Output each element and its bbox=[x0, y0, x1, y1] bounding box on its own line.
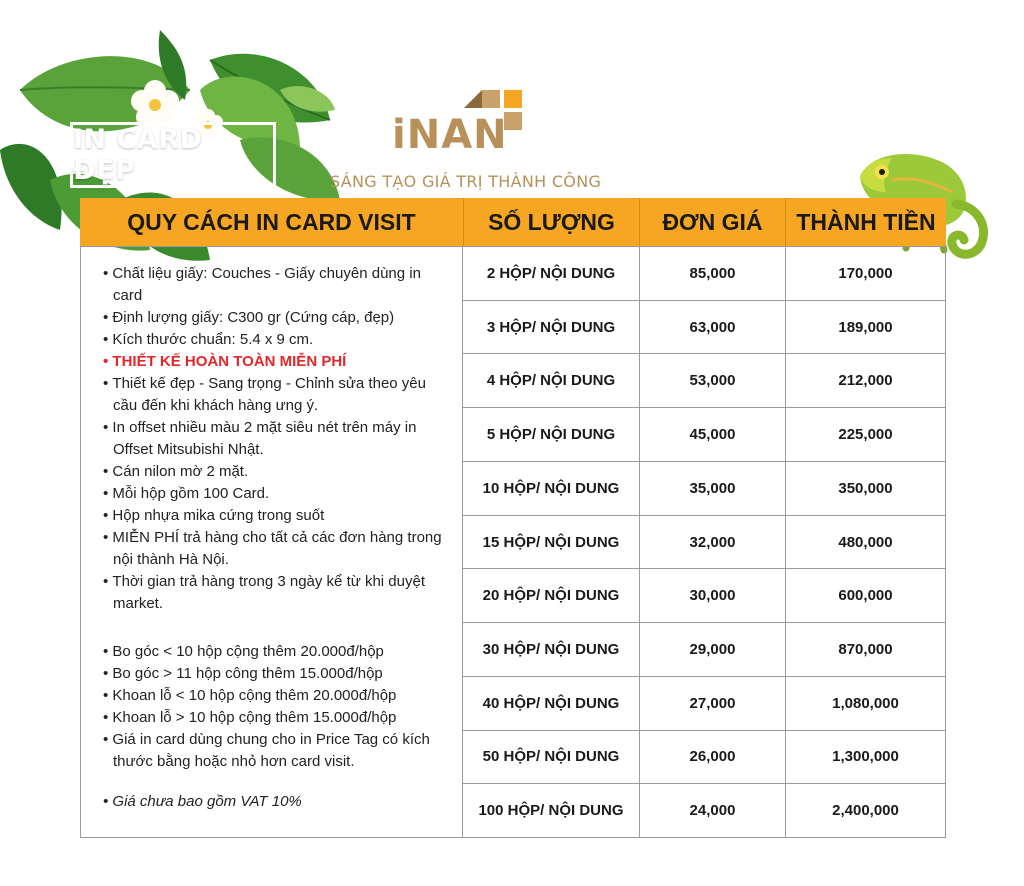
unit-price-cell: 35,000 bbox=[639, 462, 785, 515]
total-cell: 1,300,000 bbox=[785, 731, 945, 784]
spec-line: • Chất liệu giấy: Couches - Giấy chuyên dùng in card bbox=[103, 263, 452, 307]
spec-line: • In offset nhiều màu 2 mặt siêu nét trên máy in Offset Mitsubishi Nhật. bbox=[103, 417, 452, 461]
quantity-cell: 4 HỘP/ NỘI DUNG bbox=[486, 372, 616, 390]
total-cell: 1,080,000 bbox=[785, 677, 945, 730]
total-cell: 480,000 bbox=[785, 516, 945, 569]
spec-description bbox=[81, 247, 463, 837]
quantity-cell: 100 HỘP/ NỘI DUNG bbox=[478, 802, 624, 820]
unit-price-cell: 53,000 bbox=[639, 354, 785, 407]
unit-price-cell: 24,000 bbox=[639, 784, 785, 837]
extra-line: • Bo góc < 10 hộp cộng thêm 20.000đ/hộp bbox=[103, 641, 452, 663]
spec-line: • Mỗi hộp gồm 100 Card. bbox=[103, 483, 452, 505]
quantity-cell: 3 HỘP/ NỘI DUNG bbox=[486, 318, 616, 336]
unit-price-cell: 85,000 bbox=[639, 247, 785, 300]
table-row bbox=[463, 461, 945, 515]
table-header bbox=[80, 198, 946, 246]
header-quantity: SỐ LƯỢNG bbox=[463, 198, 639, 246]
total-cell: 600,000 bbox=[785, 569, 945, 622]
spec-line: • MIỄN PHÍ trả hàng cho tất cả các đơn hàng trong nội thành Hà Nội. bbox=[103, 527, 452, 571]
quantity-cell: 40 HỘP/ NỘI DUNG bbox=[482, 694, 620, 712]
spec-line: • Thời gian trả hàng trong 3 ngày kể từ khi duyệt market. bbox=[103, 571, 452, 615]
quantity-cell: 50 HỘP/ NỘI DUNG bbox=[482, 748, 620, 766]
total-cell: 2,400,000 bbox=[785, 784, 945, 837]
table-body bbox=[80, 246, 946, 838]
logo-slogan: SÁNG TẠO GIÁ TRỊ THÀNH CÔNG bbox=[330, 172, 602, 191]
vat-note: • Giá chưa bao gồm VAT 10% bbox=[103, 791, 452, 813]
total-cell: 212,000 bbox=[785, 354, 945, 407]
unit-price-cell: 45,000 bbox=[639, 408, 785, 461]
price-table bbox=[80, 198, 946, 838]
spec-line: • Định lượng giấy: C300 gr (Cứng cáp, đẹp) bbox=[103, 307, 452, 329]
header-spec: QUY CÁCH IN CARD VISIT bbox=[127, 208, 416, 235]
table-row bbox=[463, 568, 945, 622]
table-row bbox=[463, 515, 945, 569]
unit-price-cell: 29,000 bbox=[639, 623, 785, 676]
total-cell: 870,000 bbox=[785, 623, 945, 676]
quantity-cell: 20 HỘP/ NỘI DUNG bbox=[482, 587, 620, 605]
logo-name: iNAN bbox=[392, 112, 508, 158]
total-cell: 350,000 bbox=[785, 462, 945, 515]
header-total: THÀNH TIỀN bbox=[785, 198, 946, 246]
table-row bbox=[463, 783, 945, 837]
table-row bbox=[463, 353, 945, 407]
quantity-cell: 2 HỘP/ NỘI DUNG bbox=[486, 264, 616, 282]
quantity-cell: 15 HỘP/ NỘI DUNG bbox=[482, 533, 620, 551]
quantity-cell: 30 HỘP/ NỘI DUNG bbox=[482, 641, 620, 658]
total-cell: 189,000 bbox=[785, 301, 945, 354]
spec-line: • Kích thước chuẩn: 5.4 x 9 cm. bbox=[103, 329, 452, 351]
spec-line: • Hộp nhựa mika cứng trong suốt bbox=[103, 505, 452, 527]
badge-title: IN CARD ĐẸP bbox=[70, 122, 276, 188]
unit-price-cell: 32,000 bbox=[639, 516, 785, 569]
header-unit-price: ĐƠN GIÁ bbox=[639, 198, 785, 246]
unit-price-cell: 30,000 bbox=[639, 569, 785, 622]
price-rows bbox=[463, 247, 945, 837]
unit-price-cell: 63,000 bbox=[639, 301, 785, 354]
extra-line: • Khoan lỗ > 10 hộp cộng thêm 15.000đ/hộp bbox=[103, 707, 452, 729]
unit-price-cell: 27,000 bbox=[639, 677, 785, 730]
quantity-cell: 5 HỘP/ NỘI DUNG bbox=[486, 426, 616, 444]
table-row bbox=[463, 676, 945, 730]
spec-line: • Thiết kế đẹp - Sang trọng - Chỉnh sửa theo yêu cầu đến khi khách hàng ưng ý. bbox=[103, 373, 452, 417]
total-cell: 170,000 bbox=[785, 247, 945, 300]
extra-line: • Bo góc > 11 hộp công thêm 15.000đ/hộp bbox=[103, 663, 452, 685]
table-row bbox=[463, 407, 945, 461]
table-row bbox=[463, 247, 945, 300]
unit-price-cell: 26,000 bbox=[639, 731, 785, 784]
table-row bbox=[463, 730, 945, 784]
quantity-cell: 10 HỘP/ NỘI DUNG bbox=[482, 479, 620, 497]
spec-highlight: • THIẾT KẾ HOÀN TOÀN MIỄN PHÍ bbox=[103, 351, 452, 373]
table-row bbox=[463, 622, 945, 676]
table-row bbox=[463, 300, 945, 354]
spec-line: • Cán nilon mờ 2 mặt. bbox=[103, 461, 452, 483]
extra-line: • Giá in card dùng chung cho in Price Tag có kích thước bằng hoặc nhỏ hơn card visit. bbox=[103, 729, 452, 773]
extra-line: • Khoan lỗ < 10 hộp cộng thêm 20.000đ/hộp bbox=[103, 685, 452, 707]
total-cell: 225,000 bbox=[785, 408, 945, 461]
